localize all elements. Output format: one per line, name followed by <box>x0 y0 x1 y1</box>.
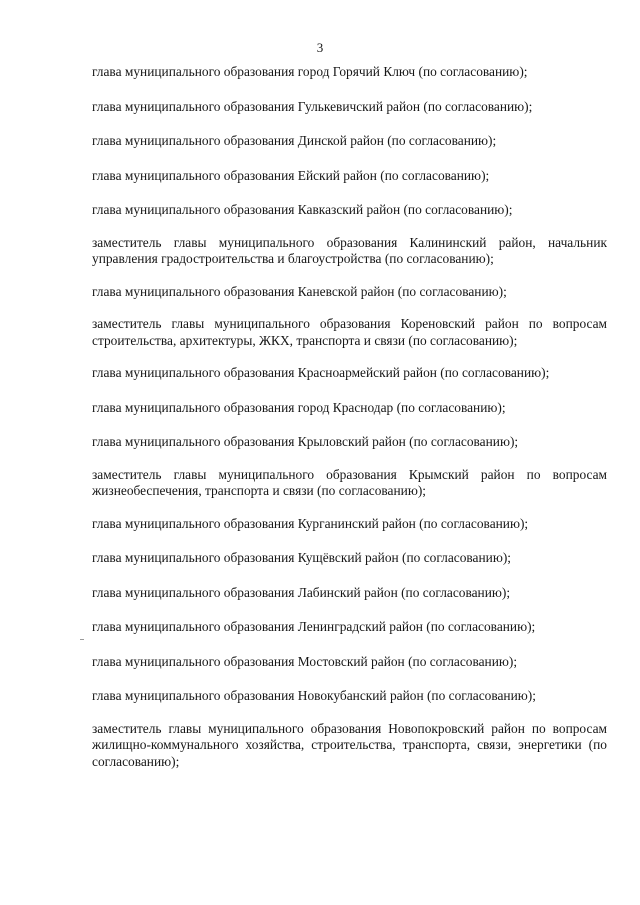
member-list <box>92 64 607 770</box>
list-item: глава муниципального образования Кавказский район (по согласованию); <box>92 202 513 217</box>
list-item: глава муниципального образования Крыловский район (по согласованию); <box>92 434 519 449</box>
list-item: глава муниципального образования Красноармейский район (по согласованию); <box>92 365 550 380</box>
list-item: глава муниципального образования Мостовский район (по согласованию); <box>92 653 518 669</box>
scan-artifact <box>80 639 84 640</box>
list-item: глава муниципального образования Новокубанский район (по согласованию); <box>92 688 536 703</box>
list-item: глава муниципального образования город Горячий Ключ (по согласованию); <box>92 64 528 79</box>
list-item: заместитель главы муниципального образования Кореновский район по вопросам строительства, архитектуры, ЖКХ, транспорта и связи (по согласованию); <box>92 316 607 348</box>
list-item: заместитель главы муниципального образования Калининский район, начальник управления градостроительства и благоустройства (по согласованию); <box>92 234 607 266</box>
list-item: глава муниципального образования Кущёвский район (по согласованию); <box>92 550 512 565</box>
list-item: заместитель главы муниципального образования Крымский район по вопросам жизнеобеспечения, транспорта и связи (по согласованию); <box>92 466 607 498</box>
list-item: глава муниципального образования Ленинградский район (по согласованию); <box>92 619 536 634</box>
list-item: глава муниципального образования Динской район (по согласованию); <box>92 133 497 148</box>
list-item: глава муниципального образования Гулькевичский район (по согласованию); <box>92 98 533 114</box>
list-item: глава муниципального образования Курганинский район (по согласованию); <box>92 515 529 531</box>
list-item: заместитель главы муниципального образования Новопокровский район по вопросам жилищно-коммунального хозяйства, строительства, транспорта, связи, энергетики (по согласованию); <box>92 720 607 769</box>
list-item: глава муниципального образования город Краснодар (по согласованию); <box>92 399 506 415</box>
list-item: глава муниципального образования Ейский район (по согласованию); <box>92 167 490 183</box>
list-item: глава муниципального образования Лабинский район (по согласованию); <box>92 584 511 600</box>
page-number: 3 <box>316 40 324 55</box>
list-item: глава муниципального образования Каневской район (по согласованию); <box>92 283 507 299</box>
